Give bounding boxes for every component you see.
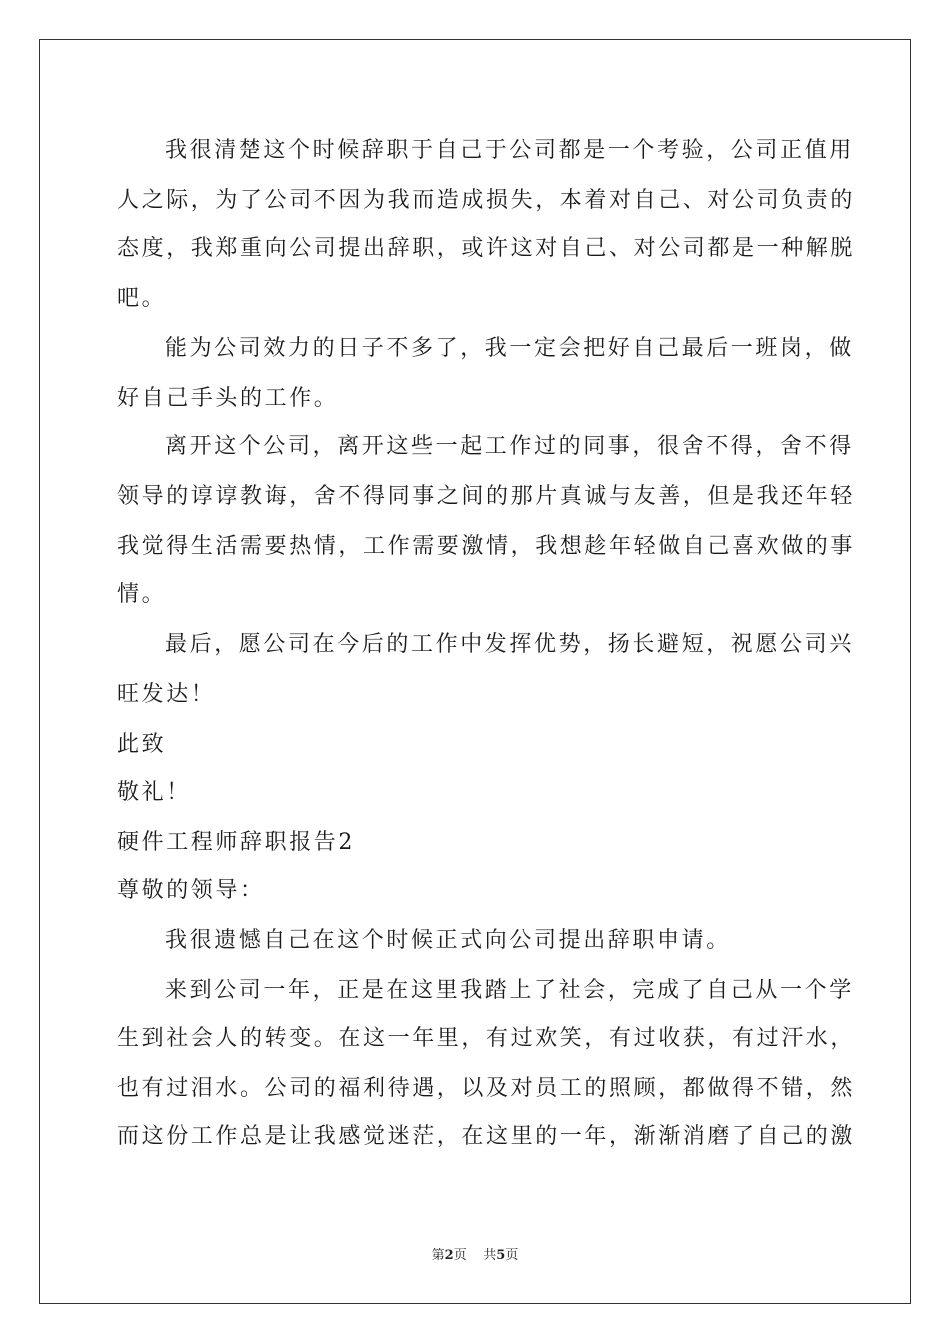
closing-ci-zhi: 此致	[117, 732, 167, 757]
page-footer	[0, 1248, 950, 1264]
paragraph-5-line-1: 我很遗憾自己在这个时候正式向公司提出辞职申请。	[165, 928, 731, 953]
paragraph-4-line-2: 旺发达！	[117, 682, 216, 707]
page-number: 2	[444, 1248, 454, 1263]
paragraph-4-line-1: 最后，愿公司在今后的工作中发挥优势，扬长避短，祝愿公司兴	[165, 632, 854, 657]
paragraph-2-line-1: 能为公司效力的日子不多了，我一定会把好自己最后一班岗，做	[165, 336, 854, 361]
salutation: 尊敬的领导：	[117, 878, 265, 903]
total-pages: 5	[496, 1248, 506, 1263]
paragraph-6-line-1: 来到公司一年，正是在这里我踏上了社会，完成了自己从一个学	[165, 978, 854, 1003]
page-frame	[39, 39, 911, 1304]
paragraph-1-line-1: 我很清楚这个时候辞职于自己于公司都是一个考验，公司正值用	[165, 138, 854, 163]
paragraph-2-line-2: 好自己手头的工作。	[117, 386, 339, 411]
closing-jing-li: 敬礼！	[117, 780, 191, 805]
paragraph-1-line-4: 吧。	[117, 286, 167, 311]
section-title: 硬件工程师辞职报告2	[117, 830, 355, 855]
paragraph-6-line-2: 生到社会人的转变。在这一年里，有过欢笑，有过收获，有过汗水，	[117, 1026, 856, 1051]
paragraph-3-line-3: 我觉得生活需要热情，工作需要激情，我想趁年轻做自己喜欢做的事	[117, 534, 856, 559]
paragraph-3-line-2: 领导的谆谆教诲，舍不得同事之间的那片真诚与友善，但是我还年轻	[117, 484, 856, 509]
paragraph-6-line-3: 也有过泪水。公司的福利待遇，以及对员工的照顾，都做得不错，然	[117, 1076, 856, 1101]
page-prefix: 第	[431, 1248, 445, 1263]
paragraph-1-line-3: 态度，我郑重向公司提出辞职，或许这对自己、对公司都是一种解脱	[117, 236, 856, 261]
paragraph-1-line-2: 人之际，为了公司不因为我而造成损失，本着对自己、对公司负责的	[117, 188, 856, 213]
paragraph-6-line-4: 而这份工作总是让我感觉迷茫，在这里的一年，渐渐消磨了自己的激	[117, 1124, 856, 1149]
page-suffix: 页	[453, 1248, 467, 1263]
total-suffix: 页	[505, 1248, 519, 1263]
total-prefix: 共	[483, 1248, 497, 1263]
paragraph-3-line-1: 离开这个公司，离开这些一起工作过的同事，很舍不得，舍不得	[165, 434, 854, 459]
paragraph-3-line-4: 情。	[117, 582, 167, 607]
